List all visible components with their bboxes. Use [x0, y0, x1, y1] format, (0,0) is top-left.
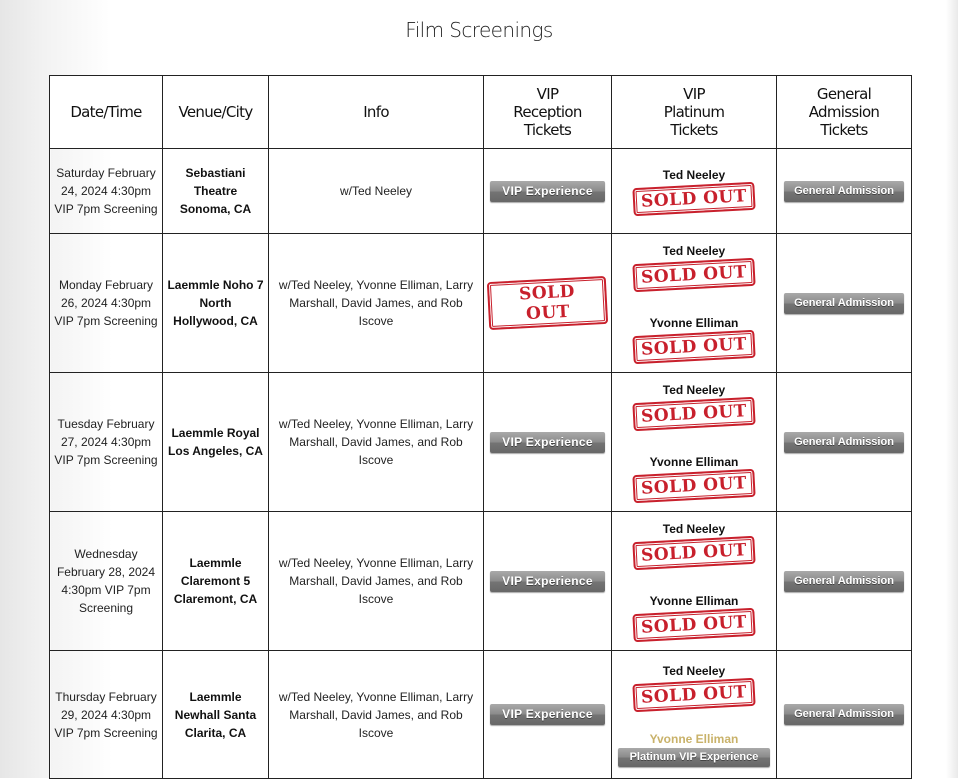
- vip-reception-cell: [484, 512, 612, 651]
- header-line: Platinum: [663, 103, 725, 121]
- sold-out-stamp: SOLD OUT: [632, 182, 755, 216]
- venue-line: 7: [256, 278, 264, 292]
- general-admission-button[interactable]: General Admission: [784, 704, 904, 725]
- guest-name: Yvonne Elliman: [649, 316, 739, 330]
- general-admission-cell: [777, 512, 912, 651]
- guest-name: Ted Neeley: [662, 663, 726, 678]
- vip-time: 4:30pm VIP: [54, 707, 152, 740]
- vip-reception-cell: [484, 234, 612, 373]
- venue-line: Claremont, CA: [173, 592, 258, 606]
- header-line: Tickets: [523, 121, 572, 139]
- weekday: Thursday: [55, 689, 106, 704]
- vip-reception-cell: [484, 149, 612, 234]
- screenings-table: [49, 75, 912, 779]
- guest-name: Ted Neeley: [662, 383, 726, 397]
- guest-name: Yvonne Elliman: [649, 455, 739, 469]
- vip-reception-cell: [484, 651, 612, 779]
- right-scrollbar-shade: [946, 0, 958, 778]
- venue-line: Santa Clarita,: [184, 707, 257, 740]
- info-cell: w/Ted Neeley, Yvonne Elliman, Larry Marshall, David James, and Rob Iscove: [269, 234, 484, 373]
- weekday: Saturday: [56, 166, 105, 180]
- table-row: [50, 651, 912, 779]
- sold-out-stamp: SOLD OUT: [632, 330, 755, 364]
- vip-experience-button[interactable]: VIP Experience: [490, 704, 605, 725]
- vip-reception-cell: [484, 373, 612, 512]
- sold-out-stamp: SOLD OUT: [632, 258, 755, 292]
- screening-date: February 26, 2024: [60, 278, 154, 310]
- vip-experience-button[interactable]: VIP Experience: [490, 181, 605, 202]
- screening-date: February 24, 2024: [60, 166, 156, 198]
- general-admission-button[interactable]: General Admission: [784, 293, 904, 314]
- info-cell: w/Ted Neeley, Yvonne Elliman, Larry Marshall, David James, and Rob Iscove: [269, 512, 484, 651]
- guest-name: Ted Neeley: [662, 168, 726, 182]
- general-admission-cell: [777, 149, 912, 234]
- screening-time: 7pm Screening: [76, 202, 158, 216]
- venue-city-cell: [163, 651, 269, 779]
- table-row: [50, 512, 912, 651]
- header-line: Tickets: [670, 121, 718, 139]
- venue-line: North: [199, 296, 232, 310]
- header-line: Reception: [513, 103, 582, 121]
- general-admission-cell: [777, 234, 912, 373]
- screening-date: February 27, 2024: [60, 417, 155, 449]
- venue-city-cell: [163, 149, 269, 234]
- table-row: [50, 234, 912, 373]
- venue-line: Newhall: [174, 707, 221, 722]
- general-admission-button[interactable]: General Admission: [784, 181, 904, 202]
- sold-out-stamp: SOLD OUT: [632, 608, 755, 642]
- table-row: [50, 373, 912, 512]
- venue-line: Hollywood, CA: [173, 314, 258, 328]
- page-title: Film Screenings: [405, 18, 553, 42]
- venue-line: Laemmle: [189, 556, 242, 570]
- vip-experience-button[interactable]: VIP Experience: [490, 571, 605, 592]
- weekday: Tuesday: [57, 417, 104, 431]
- vip-time: 4:30pm VIP: [54, 184, 152, 216]
- screening-time: 7pm Screening: [78, 583, 151, 615]
- venue-line: Laemmle Noho: [167, 278, 254, 292]
- vip-platinum-cell: [612, 373, 777, 512]
- info-cell: w/Ted Neeley, Yvonne Elliman, Larry Marshall, David James, and Rob Iscove: [269, 651, 484, 779]
- header-line: VIP: [683, 85, 705, 103]
- guest-name: Yvonne Elliman: [649, 731, 739, 746]
- general-admission-button[interactable]: General Admission: [784, 432, 904, 453]
- venue-line: Laemmle: [189, 689, 242, 704]
- header-line: Tickets: [820, 121, 868, 139]
- venue-line: Sonoma, CA: [179, 202, 252, 216]
- header-vip-platinum-tickets: [612, 76, 777, 149]
- venue-line: Claremont 5: [180, 574, 251, 588]
- sold-out-stamp: SOLD OUT: [632, 536, 755, 570]
- general-admission-button[interactable]: General Admission: [784, 571, 904, 592]
- screening-time: 7pm Screening: [76, 453, 158, 467]
- info-cell: w/Ted Neeley, Yvonne Elliman, Larry Marshall, David James, and Rob Iscove: [269, 373, 484, 512]
- date-time-cell: [50, 651, 163, 779]
- header-venue-city: Venue/City: [163, 76, 269, 149]
- header-general-admission-tickets: [777, 76, 912, 149]
- venue-city-cell: [163, 234, 269, 373]
- table-header-row: [50, 76, 912, 149]
- header-line: Admission: [808, 103, 880, 121]
- sold-out-stamp: SOLD OUT: [487, 276, 608, 330]
- guest-name: Yvonne Elliman: [649, 594, 739, 608]
- weekday: Wednesday: [74, 547, 138, 561]
- venue-line: Laemmle Royal: [171, 426, 260, 440]
- table-row: [50, 149, 912, 234]
- vip-platinum-cell: [612, 651, 777, 779]
- sold-out-stamp: SOLD OUT: [632, 469, 755, 503]
- venue-line: CA: [228, 725, 247, 740]
- vip-platinum-cell: [612, 149, 777, 234]
- date-time-cell: [50, 234, 163, 373]
- weekday: Monday: [58, 278, 102, 292]
- screening-date: February 28, 2024: [56, 565, 156, 579]
- vip-platinum-cell: [612, 512, 777, 651]
- screening-time: 7pm Screening: [76, 725, 158, 740]
- guest-name: Ted Neeley: [662, 522, 726, 536]
- sold-out-stamp: SOLD OUT: [632, 677, 755, 711]
- screening-date: February 29, 2024: [60, 689, 157, 722]
- venue-city-cell: [163, 512, 269, 651]
- vip-platinum-cell: [612, 234, 777, 373]
- header-line: General: [816, 85, 872, 103]
- header-date-time: Date/Time: [50, 76, 163, 149]
- venue-line: Los Angeles, CA: [168, 444, 263, 458]
- screening-time: 7pm Screening: [76, 314, 158, 328]
- general-admission-cell: [777, 651, 912, 779]
- date-time-cell: [50, 512, 163, 651]
- vip-experience-button[interactable]: VIP Experience: [490, 432, 605, 453]
- date-time-cell: [50, 373, 163, 512]
- sold-out-stamp: SOLD OUT: [632, 397, 755, 431]
- header-vip-reception-tickets: [484, 76, 612, 149]
- date-time-cell: [50, 149, 163, 234]
- header-line: VIP: [536, 85, 559, 103]
- vip-time: 4:30pm VIP: [54, 296, 152, 328]
- venue-city-cell: [163, 373, 269, 512]
- guest-name: Ted Neeley: [662, 244, 726, 258]
- vip-time: 4:30pm VIP: [54, 435, 152, 467]
- platinum-vip-experience-button[interactable]: Platinum VIP Experience: [618, 748, 770, 767]
- vip-time: 4:30pm VIP: [61, 583, 124, 597]
- info-cell: w/Ted Neeley: [269, 149, 484, 234]
- venue-line: Sebastiani: [185, 166, 246, 180]
- venue-line: Theatre: [193, 184, 238, 198]
- general-admission-cell: [777, 373, 912, 512]
- header-info: Info: [269, 76, 484, 149]
